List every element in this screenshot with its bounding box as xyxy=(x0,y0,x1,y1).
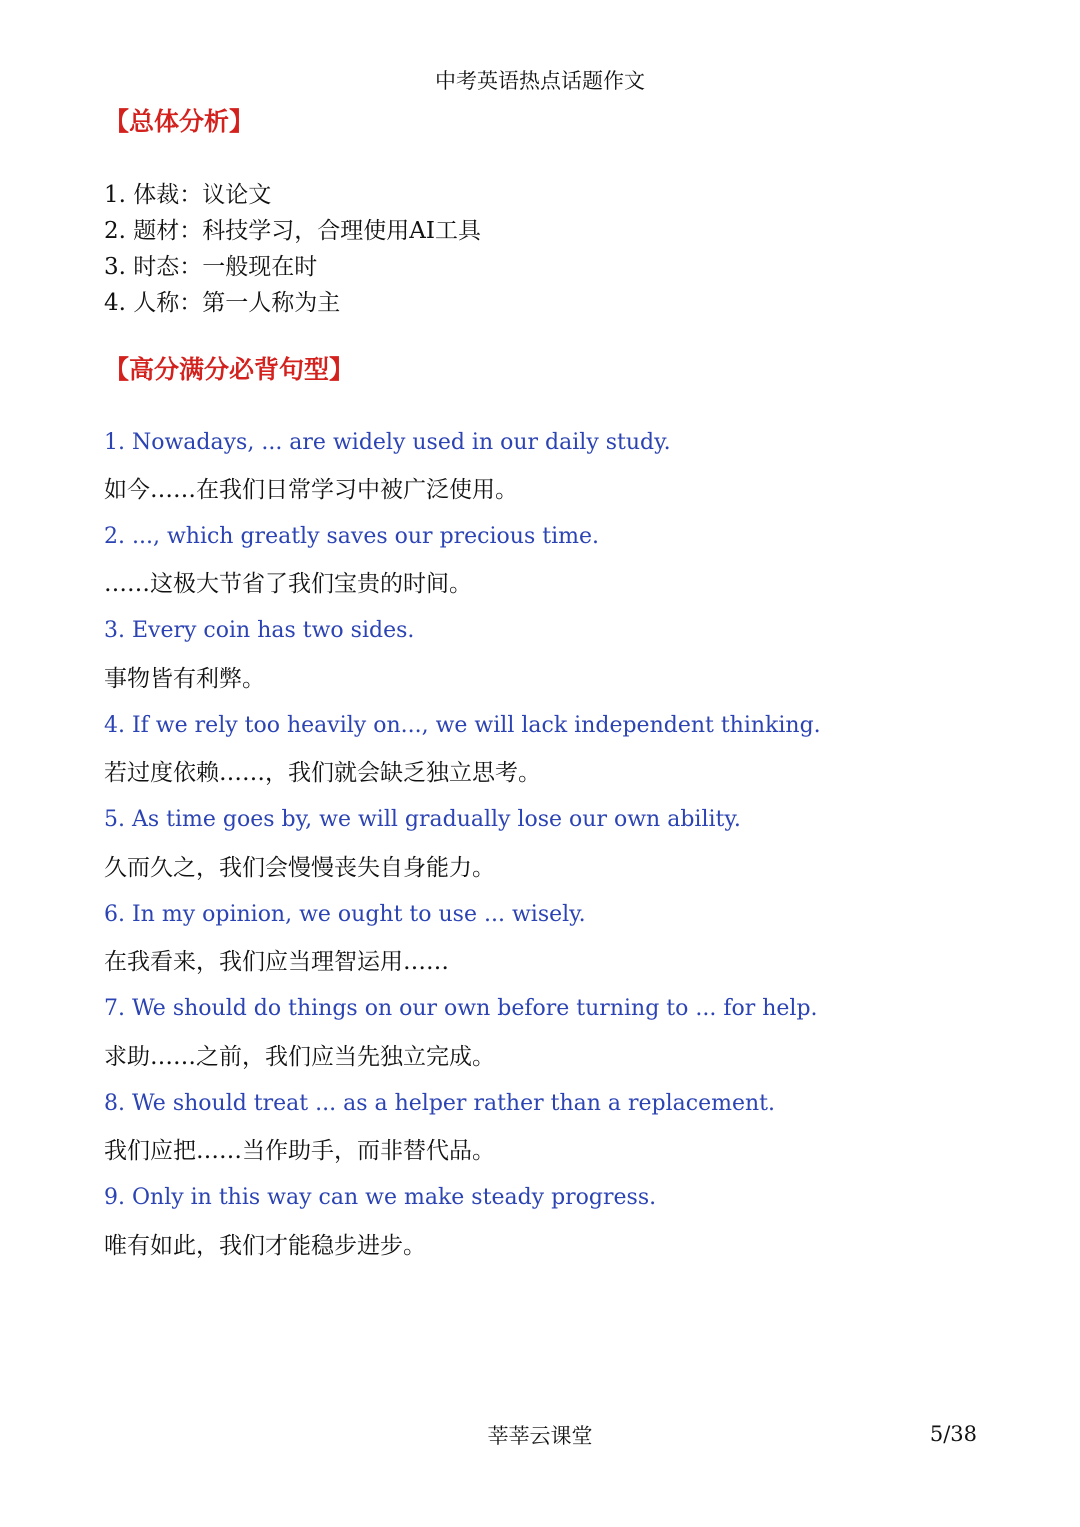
sentence-1-english: 1. Nowadays, ... are widely used in our daily study. xyxy=(104,430,671,455)
analysis-item-person: 4. 人称：第一人称为主 xyxy=(104,290,341,316)
sentence-1-chinese: 如今……在我们日常学习中被广泛使用。 xyxy=(104,477,518,503)
sentence-5-english: 5. As time goes by, we will gradually lose our own ability. xyxy=(104,807,741,832)
sentence-7-chinese: 求助……之前，我们应当先独立完成。 xyxy=(104,1044,495,1070)
page-number: 5/38 xyxy=(929,1422,977,1446)
analysis-item-tense: 3. 时态：一般现在时 xyxy=(104,254,318,280)
analysis-item-genre: 1. 体裁：议论文 xyxy=(104,182,272,208)
sentence-4-chinese: 若过度依赖……，我们就会缺乏独立思考。 xyxy=(104,760,541,786)
sentence-9-english: 9. Only in this way can we make steady progress. xyxy=(104,1185,657,1210)
sentence-4-english: 4. If we rely too heavily on..., we will lack independent thinking. xyxy=(104,713,821,738)
sentence-6-english: 6. In my opinion, we ought to use ... wisely. xyxy=(104,902,586,927)
running-header: 中考英语热点话题作文 xyxy=(435,69,645,93)
analysis-heading: 【总体分析】 xyxy=(104,107,255,136)
sentence-6-chinese: 在我看来，我们应当理智运用…… xyxy=(104,949,449,975)
sentence-8-english: 8. We should treat ... as a helper rather than a replacement. xyxy=(104,1091,776,1116)
sentence-2-english: 2. ..., which greatly saves our precious time. xyxy=(104,524,599,549)
sentence-8-chinese: 我们应把……当作助手，而非替代品。 xyxy=(104,1138,495,1164)
sentence-2-chinese: ……这极大节省了我们宝贵的时间。 xyxy=(104,571,472,597)
sentence-5-chinese: 久而久之，我们会慢慢丧失自身能力。 xyxy=(104,855,495,881)
footer-brand: 莘莘云课堂 xyxy=(487,1424,593,1448)
analysis-item-topic: 2. 题材：科技学习，合理使用AI工具 xyxy=(104,218,481,244)
sentence-3-chinese: 事物皆有利弊。 xyxy=(104,666,265,692)
sentence-9-chinese: 唯有如此，我们才能稳步进步。 xyxy=(104,1233,426,1259)
sentence-3-english: 3. Every coin has two sides. xyxy=(104,618,415,643)
sentences-heading: 【高分满分必背句型】 xyxy=(104,355,355,384)
sentence-7-english: 7. We should do things on our own before turning to ... for help. xyxy=(104,996,818,1021)
